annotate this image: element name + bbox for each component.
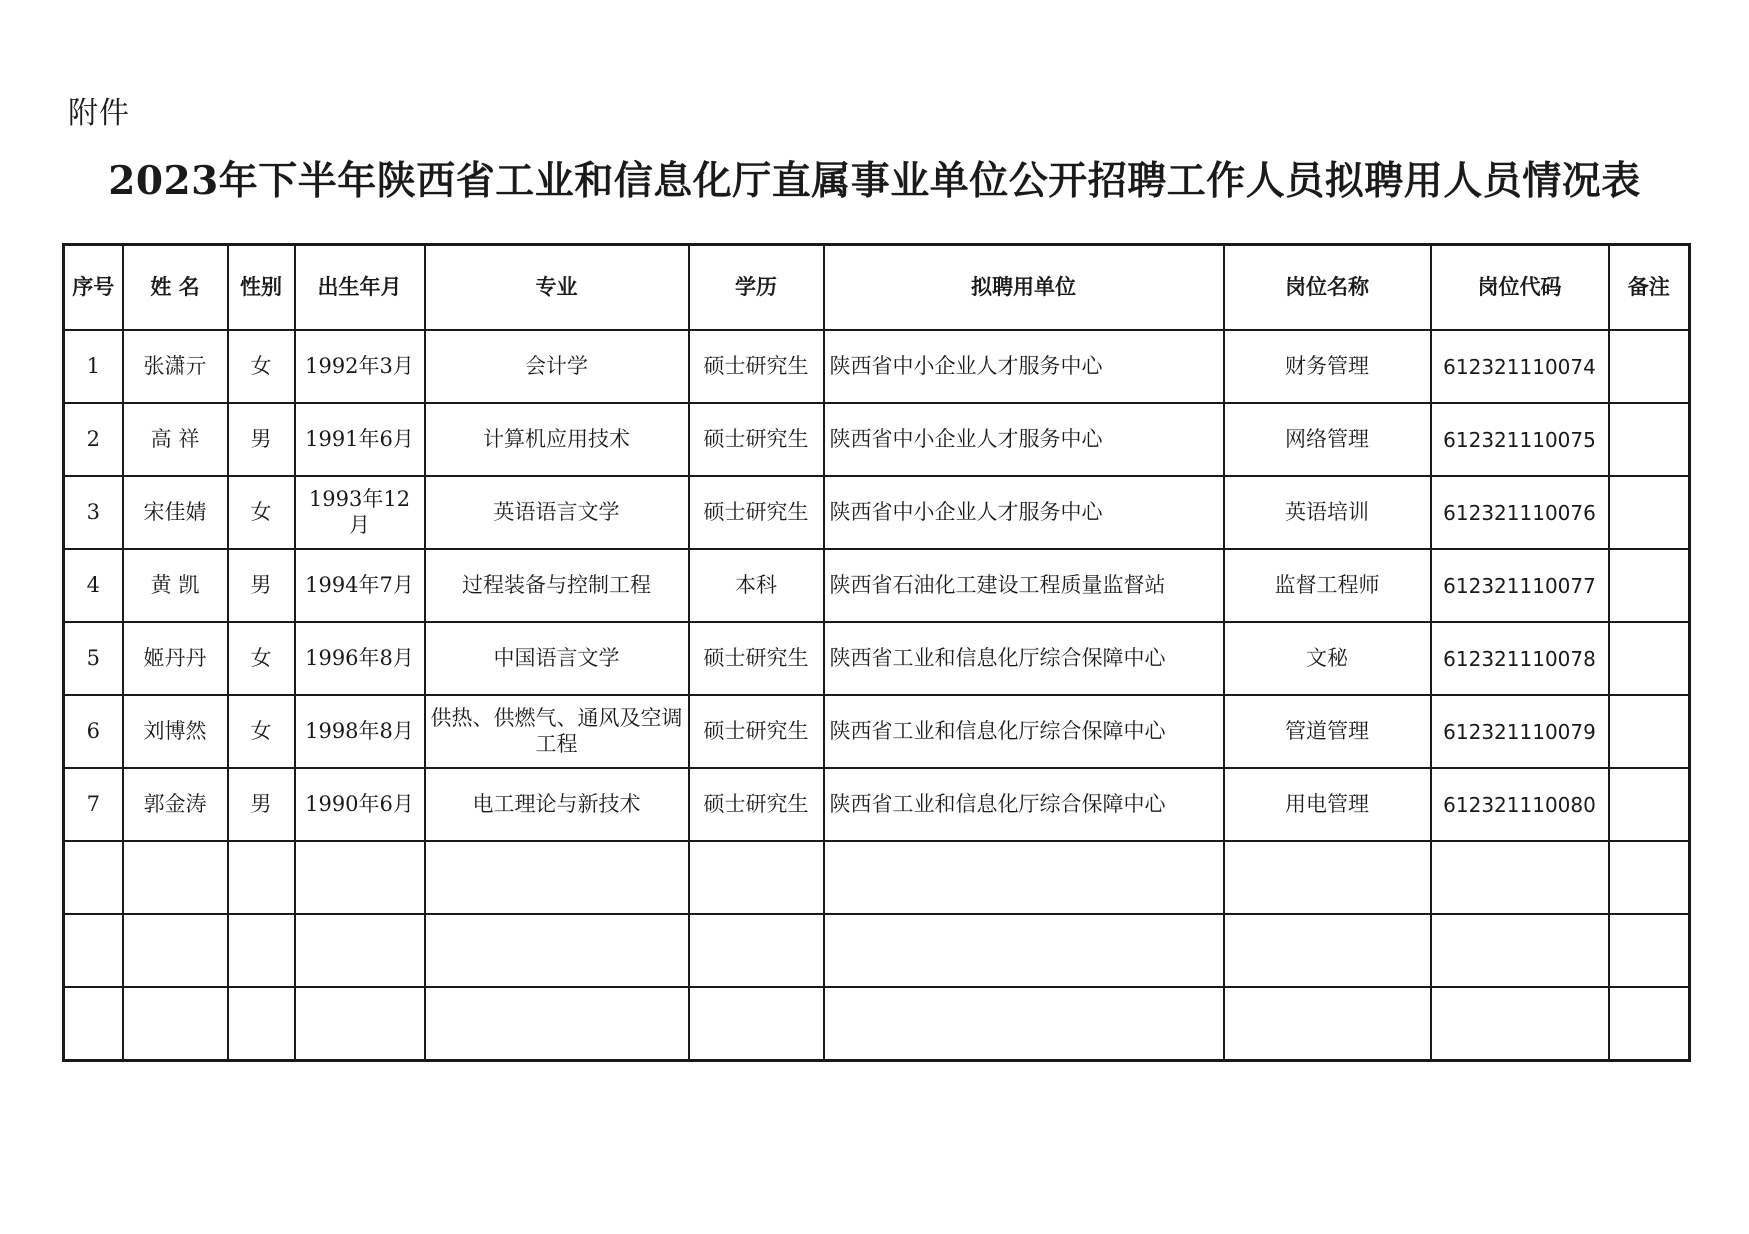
cell-code: 612321110078 <box>1431 622 1609 695</box>
cell-birth: 1993年12月 <box>295 476 425 549</box>
cell-gender <box>228 987 295 1061</box>
cell-seq: 6 <box>64 695 123 768</box>
cell-code <box>1431 914 1609 987</box>
cell-position <box>1224 987 1431 1061</box>
cell-degree <box>689 841 824 914</box>
header-gender: 性别 <box>228 245 295 331</box>
cell-birth <box>295 987 425 1061</box>
table-row <box>64 768 1690 841</box>
table-row <box>64 403 1690 476</box>
cell-code <box>1431 841 1609 914</box>
cell-position: 监督工程师 <box>1224 549 1431 622</box>
cell-unit: 陕西省工业和信息化厅综合保障中心 <box>824 622 1224 695</box>
table-row <box>64 549 1690 622</box>
cell-name: 高 祥 <box>123 403 228 476</box>
cell-birth: 1992年3月 <box>295 330 425 403</box>
cell-remark <box>1609 403 1690 476</box>
cell-remark <box>1609 768 1690 841</box>
cell-major: 供热、供燃气、通风及空调工程 <box>425 695 689 768</box>
document-title: 2023年下半年陕西省工业和信息化厅直属事业单位公开招聘工作人员拟聘用人员情况表 <box>108 158 1641 204</box>
cell-code: 612321110077 <box>1431 549 1609 622</box>
cell-name <box>123 841 228 914</box>
cell-degree: 硕士研究生 <box>689 695 824 768</box>
cell-name: 张潇亓 <box>123 330 228 403</box>
header-unit: 拟聘用单位 <box>824 245 1224 331</box>
cell-gender <box>228 841 295 914</box>
cell-major: 英语语言文学 <box>425 476 689 549</box>
cell-major: 中国语言文学 <box>425 622 689 695</box>
cell-degree: 硕士研究生 <box>689 476 824 549</box>
cell-degree <box>689 914 824 987</box>
header-major: 专业 <box>425 245 689 331</box>
cell-unit <box>824 841 1224 914</box>
cell-gender: 男 <box>228 549 295 622</box>
cell-major <box>425 841 689 914</box>
cell-gender: 女 <box>228 622 295 695</box>
cell-gender <box>228 914 295 987</box>
cell-remark <box>1609 549 1690 622</box>
cell-birth: 1998年8月 <box>295 695 425 768</box>
cell-remark <box>1609 695 1690 768</box>
cell-seq <box>64 841 123 914</box>
attachment-label: 附件 <box>68 96 130 131</box>
header-seq: 序号 <box>64 245 123 331</box>
cell-name: 姬丹丹 <box>123 622 228 695</box>
header-degree: 学历 <box>689 245 824 331</box>
table-row <box>64 622 1690 695</box>
header-name: 姓 名 <box>123 245 228 331</box>
cell-name: 宋佳婧 <box>123 476 228 549</box>
cell-unit: 陕西省工业和信息化厅综合保障中心 <box>824 768 1224 841</box>
cell-remark <box>1609 987 1690 1061</box>
cell-code: 612321110074 <box>1431 330 1609 403</box>
cell-birth: 1991年6月 <box>295 403 425 476</box>
cell-degree: 本科 <box>689 549 824 622</box>
table-row <box>64 987 1690 1061</box>
cell-birth: 1990年6月 <box>295 768 425 841</box>
cell-major <box>425 914 689 987</box>
cell-name <box>123 987 228 1061</box>
cell-degree: 硕士研究生 <box>689 330 824 403</box>
cell-birth: 1996年8月 <box>295 622 425 695</box>
cell-remark <box>1609 476 1690 549</box>
header-birth: 出生年月 <box>295 245 425 331</box>
cell-gender: 男 <box>228 768 295 841</box>
cell-position: 用电管理 <box>1224 768 1431 841</box>
cell-degree: 硕士研究生 <box>689 768 824 841</box>
cell-position: 文秘 <box>1224 622 1431 695</box>
cell-position: 英语培训 <box>1224 476 1431 549</box>
cell-gender: 男 <box>228 403 295 476</box>
cell-position: 管道管理 <box>1224 695 1431 768</box>
cell-seq: 1 <box>64 330 123 403</box>
cell-birth <box>295 841 425 914</box>
cell-name <box>123 914 228 987</box>
cell-major: 会计学 <box>425 330 689 403</box>
table-row <box>64 330 1690 403</box>
cell-position: 网络管理 <box>1224 403 1431 476</box>
cell-seq: 5 <box>64 622 123 695</box>
cell-seq: 4 <box>64 549 123 622</box>
cell-remark <box>1609 841 1690 914</box>
cell-name: 刘博然 <box>123 695 228 768</box>
cell-major: 电工理论与新技术 <box>425 768 689 841</box>
cell-name: 黄 凯 <box>123 549 228 622</box>
cell-unit: 陕西省中小企业人才服务中心 <box>824 330 1224 403</box>
cell-unit: 陕西省工业和信息化厅综合保障中心 <box>824 695 1224 768</box>
cell-code: 612321110079 <box>1431 695 1609 768</box>
cell-code: 612321110080 <box>1431 768 1609 841</box>
cell-unit <box>824 914 1224 987</box>
cell-remark <box>1609 914 1690 987</box>
cell-unit: 陕西省中小企业人才服务中心 <box>824 403 1224 476</box>
cell-code <box>1431 987 1609 1061</box>
table-row <box>64 476 1690 549</box>
header-position: 岗位名称 <box>1224 245 1431 331</box>
cell-name: 郭金涛 <box>123 768 228 841</box>
cell-position <box>1224 841 1431 914</box>
cell-code: 612321110075 <box>1431 403 1609 476</box>
cell-birth: 1994年7月 <box>295 549 425 622</box>
table-header-row <box>64 245 1690 331</box>
cell-unit: 陕西省中小企业人才服务中心 <box>824 476 1224 549</box>
cell-gender: 女 <box>228 330 295 403</box>
cell-degree: 硕士研究生 <box>689 403 824 476</box>
cell-position: 财务管理 <box>1224 330 1431 403</box>
cell-gender: 女 <box>228 695 295 768</box>
cell-major: 过程装备与控制工程 <box>425 549 689 622</box>
cell-seq <box>64 987 123 1061</box>
cell-degree <box>689 987 824 1061</box>
cell-unit: 陕西省石油化工建设工程质量监督站 <box>824 549 1224 622</box>
cell-major <box>425 987 689 1061</box>
table-row <box>64 695 1690 768</box>
table-row <box>64 841 1690 914</box>
roster-table <box>62 243 1691 1062</box>
cell-degree: 硕士研究生 <box>689 622 824 695</box>
cell-gender: 女 <box>228 476 295 549</box>
header-code: 岗位代码 <box>1431 245 1609 331</box>
roster-table-container <box>62 243 1691 1062</box>
cell-code: 612321110076 <box>1431 476 1609 549</box>
table-row <box>64 914 1690 987</box>
cell-position <box>1224 914 1431 987</box>
cell-birth <box>295 914 425 987</box>
cell-remark <box>1609 330 1690 403</box>
cell-unit <box>824 987 1224 1061</box>
cell-major: 计算机应用技术 <box>425 403 689 476</box>
cell-seq: 2 <box>64 403 123 476</box>
cell-seq <box>64 914 123 987</box>
cell-remark <box>1609 622 1690 695</box>
header-remark: 备注 <box>1609 245 1690 331</box>
cell-seq: 7 <box>64 768 123 841</box>
cell-seq: 3 <box>64 476 123 549</box>
